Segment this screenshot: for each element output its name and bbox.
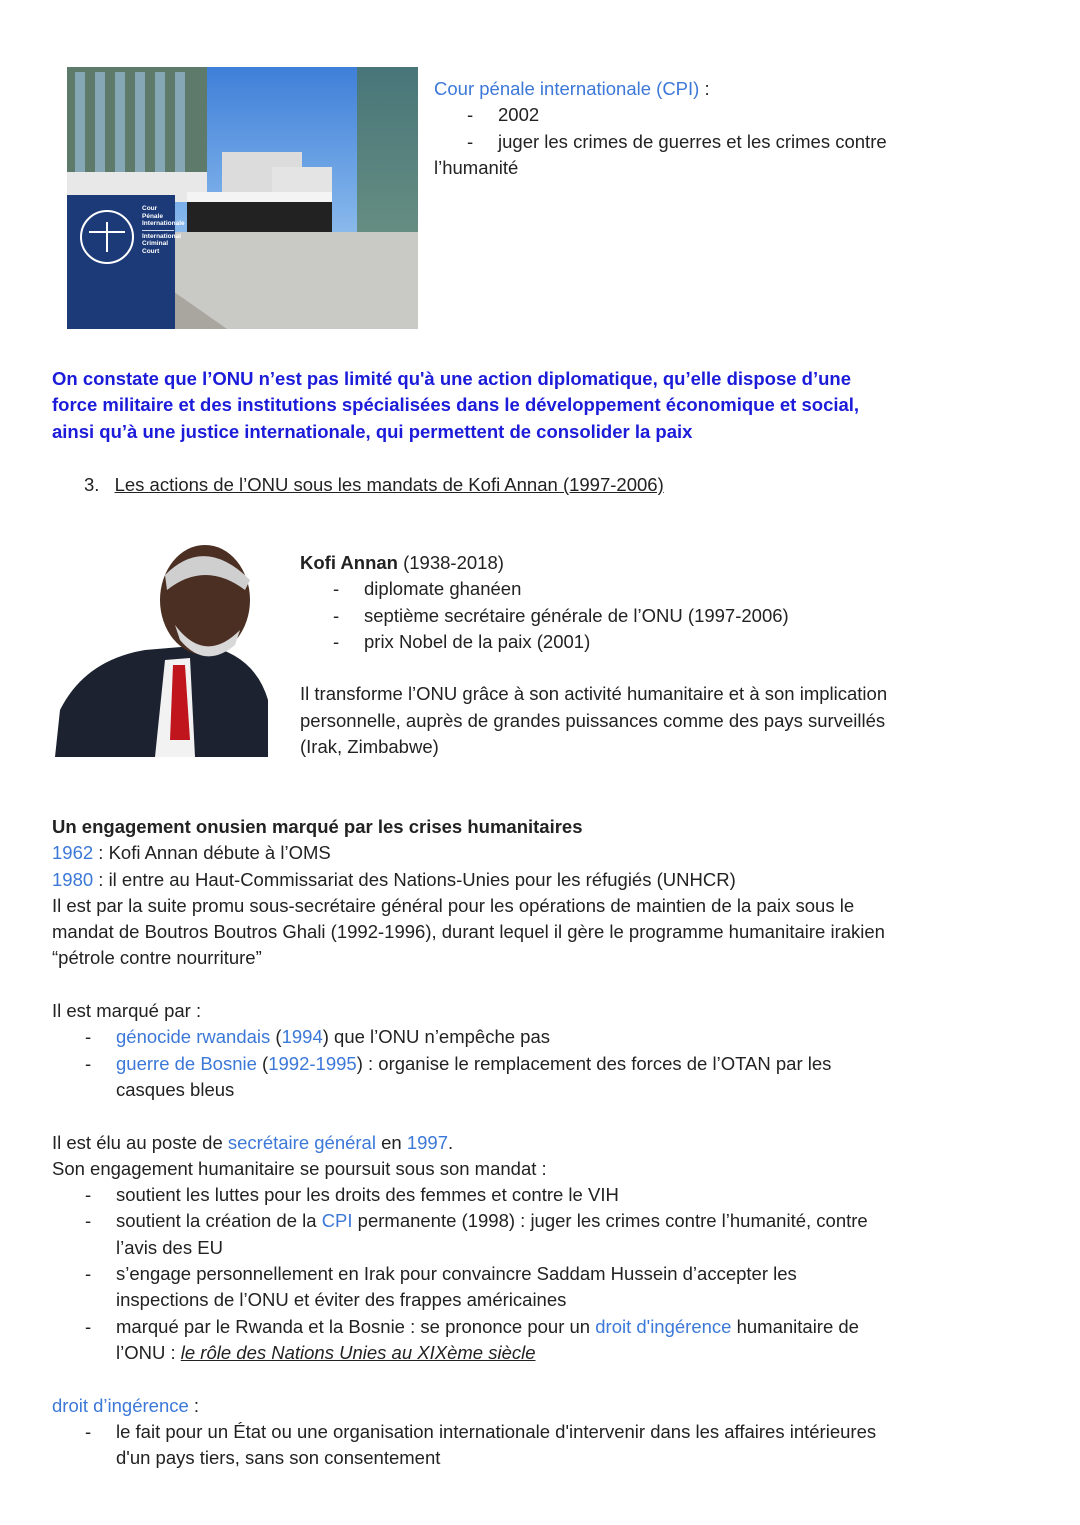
- rwanda-year: 1994: [281, 1026, 323, 1048]
- sign-line: Internationale: [142, 220, 185, 227]
- marked-intro: Il est marqué par :: [52, 1000, 202, 1022]
- colon: :: [188, 1394, 200, 1416]
- icc-sign-text: [142, 205, 185, 255]
- icc-building-illustration: [67, 67, 418, 329]
- para-line: “pétrole contre nourriture”: [52, 947, 262, 969]
- bullet-dash: -: [333, 630, 340, 652]
- bosnie-text: ) : organise le remplacement des forces de l’OTAN par les: [356, 1052, 832, 1074]
- kofi-bio: [300, 550, 887, 760]
- kofi-para-line: (Irak, Zimbabwe): [300, 736, 439, 758]
- icc-building-photo: [67, 67, 418, 329]
- bullet-dash: -: [467, 130, 474, 152]
- rwanda-term: génocide rwandais: [116, 1026, 271, 1048]
- mandate-item: soutient les luttes pour les droits des femmes et contre le VIH: [116, 1184, 619, 1206]
- para-line: Il est par la suite promu sous-secrétaire général pour les opérations de maintien de la paix sous le: [52, 894, 855, 916]
- sg-term: secrétaire général: [227, 1131, 376, 1153]
- bosnie-term: guerre de Bosnie: [116, 1052, 257, 1074]
- quote-title: le rôle des Nations Unies au XIXème siècle: [180, 1341, 536, 1363]
- bullet-dash: -: [85, 1052, 92, 1074]
- year-link: 1980: [52, 868, 94, 890]
- elected-text: Il est élu au poste de: [52, 1131, 228, 1153]
- elected-text: en: [375, 1131, 407, 1153]
- mandate-item: humanitaire de: [731, 1315, 859, 1337]
- sign-line: Pénale: [142, 212, 163, 220]
- conclusion-line: On constate que l’ONU n’est pas limité qu'à une action diplomatique, qu’elle dispose d’une: [52, 368, 851, 389]
- kofi-dates: (1938-2018): [397, 552, 504, 573]
- bosnie-cont: casques bleus: [116, 1078, 235, 1100]
- sign-line: Cour: [142, 205, 158, 212]
- section-number: 3.: [84, 474, 100, 495]
- event-text: : Kofi Annan débute à l’OMS: [93, 842, 331, 864]
- mandate-item: permanente (1998) : juger les crimes contre l’humanité, contre: [352, 1210, 868, 1232]
- mandate-intro: Son engagement humanitaire se poursuit sous son mandat :: [52, 1157, 547, 1179]
- sign-line: Court: [142, 247, 160, 255]
- cpi-title: Cour pénale internationale (CPI): [434, 78, 700, 99]
- cpi-item: 2002: [498, 104, 540, 126]
- elected-year: 1997: [406, 1131, 448, 1153]
- bullet-dash: -: [85, 1315, 92, 1337]
- mandate-item: marqué par le Rwanda et la Bosnie : se prononce pour un: [116, 1315, 596, 1337]
- bosnie-year: 1992-1995: [268, 1052, 357, 1074]
- bullet-dash: -: [333, 578, 340, 600]
- rwanda-text: ) que l’ONU n’empêche pas: [322, 1026, 550, 1048]
- mandate-item-cont: l’ONU :: [116, 1341, 181, 1363]
- kofi-para-line: Il transforme l’ONU grâce à son activité humanitaire et à son implication: [300, 683, 888, 705]
- event-text: : il entre au Haut-Commissariat des Nations-Unies pour les réfugiés (UNHCR): [93, 868, 736, 890]
- cpi-item-cont: l’humanité: [434, 156, 519, 178]
- kofi-item: septième secrétaire générale de l’ONU (1997-2006): [364, 604, 789, 626]
- kofi-para-line: personnelle, auprès de grandes puissances comme des pays surveillés: [300, 709, 886, 731]
- conclusion-line: force militaire et des institutions spécialisées dans le développement économique et social,: [52, 394, 860, 416]
- bullet-dash: -: [85, 1420, 92, 1442]
- conclusion-line: ainsi qu’à une justice internationale, qui permettent de consolider la paix: [52, 420, 693, 442]
- sign-line: International: [142, 232, 182, 240]
- kofi-item: diplomate ghanéen: [364, 578, 522, 600]
- mandate-item: soutient la création de la: [116, 1210, 322, 1232]
- section-title: Les actions de l’ONU sous les mandats de Kofi Annan (1997-2006): [114, 474, 664, 495]
- engagement-section: [52, 814, 885, 1471]
- period: .: [447, 1131, 454, 1153]
- cpi-term: CPI: [321, 1210, 353, 1232]
- mandate-item-cont: inspections de l’ONU et éviter des frappes américaines: [116, 1289, 567, 1311]
- sign-divider: [142, 230, 174, 231]
- conclusion: [52, 366, 859, 445]
- paren: (: [270, 1026, 282, 1048]
- colon: :: [699, 78, 710, 99]
- cpi-block: [434, 76, 887, 181]
- mandate-item-cont: l’avis des EU: [116, 1236, 223, 1258]
- definition-text: le fait pour un État ou une organisation internationale d'intervenir dans les affaires intérieures: [116, 1420, 877, 1442]
- kofi-item: prix Nobel de la paix (2001): [364, 630, 591, 652]
- year-link: 1962: [52, 842, 94, 864]
- bullet-dash: -: [333, 604, 340, 626]
- cpi-item: juger les crimes de guerres et les crimes contre: [498, 130, 887, 152]
- bullet-dash: -: [85, 1263, 92, 1285]
- kofi-name: Kofi Annan: [300, 552, 398, 573]
- sign-line: Criminal: [142, 240, 169, 247]
- bullet-dash: -: [85, 1210, 92, 1232]
- bullet-dash: -: [467, 104, 474, 126]
- definition-cont: d'un pays tiers, sans son consentement: [116, 1447, 441, 1469]
- portrait-illustration: [55, 540, 268, 757]
- mandate-item: s’engage personnellement en Irak pour convaincre Saddam Hussein d’accepter les: [116, 1263, 797, 1285]
- kofi-annan-photo: [55, 540, 268, 757]
- engagement-heading: Un engagement onusien marqué par les crises humanitaires: [52, 816, 583, 837]
- bullet-dash: -: [85, 1026, 92, 1048]
- ingerence-term: droit d'ingérence: [595, 1315, 732, 1337]
- section-heading: [84, 472, 664, 498]
- definition-term: droit d’ingérence: [52, 1394, 189, 1416]
- bullet-dash: -: [85, 1184, 92, 1206]
- paren: (: [256, 1052, 269, 1074]
- para-line: mandat de Boutros Boutros Ghali (1992-1996), durant lequel il gère le programme humanitaire irakien: [52, 921, 885, 943]
